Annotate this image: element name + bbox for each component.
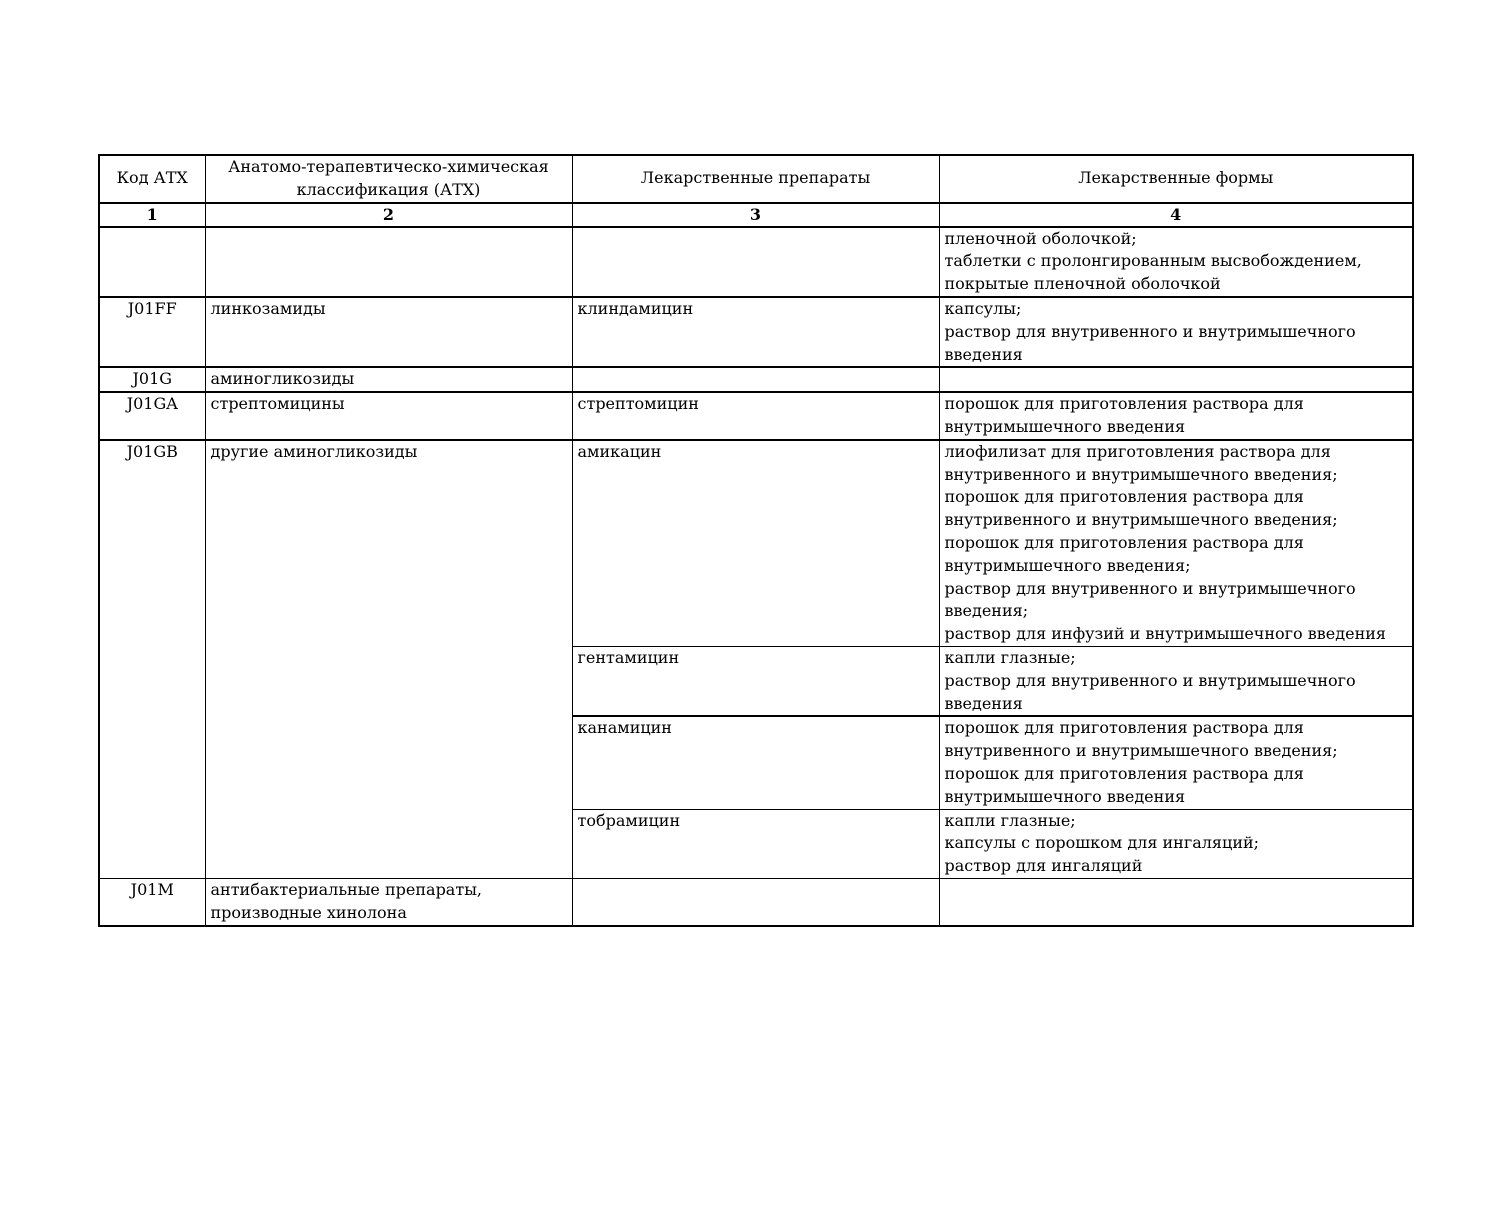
forms-cell: капли глазные; раствор для внутривенного и внутримышечного введения (939, 646, 1413, 716)
column-number: 1 (99, 203, 205, 227)
classification-cell: линкозамиды (205, 297, 572, 367)
table-row (99, 440, 1413, 647)
forms-cell: капли глазные; капсулы с порошком для ингаляций; раствор для ингаляций (939, 809, 1413, 878)
atx-table (98, 154, 1414, 927)
table-row (99, 367, 1413, 392)
drug-cell: тобрамицин (572, 809, 939, 878)
forms-cell: капсулы; раствор для внутривенного и внутримышечного введения (939, 297, 1413, 367)
column-number: 4 (939, 203, 1413, 227)
table-row (99, 297, 1413, 367)
atx-code-cell: J01M (99, 878, 205, 925)
classification-cell: аминогликозиды (205, 367, 572, 392)
classification-cell (205, 227, 572, 297)
atx-code-cell: J01GB (99, 440, 205, 879)
column-number: 3 (572, 203, 939, 227)
header-code: Код АТХ (99, 155, 205, 203)
table-row (99, 878, 1413, 925)
header-forms: Лекарственные формы (939, 155, 1413, 203)
header-row (99, 155, 1413, 203)
classification-cell: стрептомицины (205, 392, 572, 440)
table-row (99, 227, 1413, 297)
drug-cell (572, 367, 939, 392)
forms-cell: лиофилизат для приготовления раствора для внутривенного и внутримышечного введения; порошок для приготовления раствора для внутривенного и внутримышечного введения; порошок для приготовления раствора для внутримышечного введения; раствор для внутривенного и внутримышечного введения; раствор для инфузий и внутримышечного введения (939, 440, 1413, 647)
forms-cell: порошок для приготовления раствора для внутривенного и внутримышечного введения; порошок для приготовления раствора для внутримышечного введения (939, 716, 1413, 809)
column-number: 2 (205, 203, 572, 227)
drug-cell: клиндамицин (572, 297, 939, 367)
forms-cell (939, 878, 1413, 925)
atx-code-cell: J01G (99, 367, 205, 392)
header-classification: Анатомо-терапевтическо-химическая классификация (АТХ) (205, 155, 572, 203)
classification-cell: антибактериальные препараты, производные хинолона (205, 878, 572, 925)
classification-cell: другие аминогликозиды (205, 440, 572, 879)
drug-cell (572, 227, 939, 297)
drug-cell: канамицин (572, 716, 939, 809)
atx-code-cell (99, 227, 205, 297)
drug-cell (572, 878, 939, 925)
table-row (99, 392, 1413, 440)
forms-cell: пленочной оболочкой; таблетки с пролонгированным высвобождением, покрытые пленочной оболочкой (939, 227, 1413, 297)
forms-cell: порошок для приготовления раствора для внутримышечного введения (939, 392, 1413, 440)
atx-code-cell: J01GA (99, 392, 205, 440)
column-numbers-row (99, 203, 1413, 227)
drug-cell: гентамицин (572, 646, 939, 716)
drug-cell: амикацин (572, 440, 939, 647)
atx-code-cell: J01FF (99, 297, 205, 367)
header-drugs: Лекарственные препараты (572, 155, 939, 203)
drug-cell: стрептомицин (572, 392, 939, 440)
forms-cell (939, 367, 1413, 392)
